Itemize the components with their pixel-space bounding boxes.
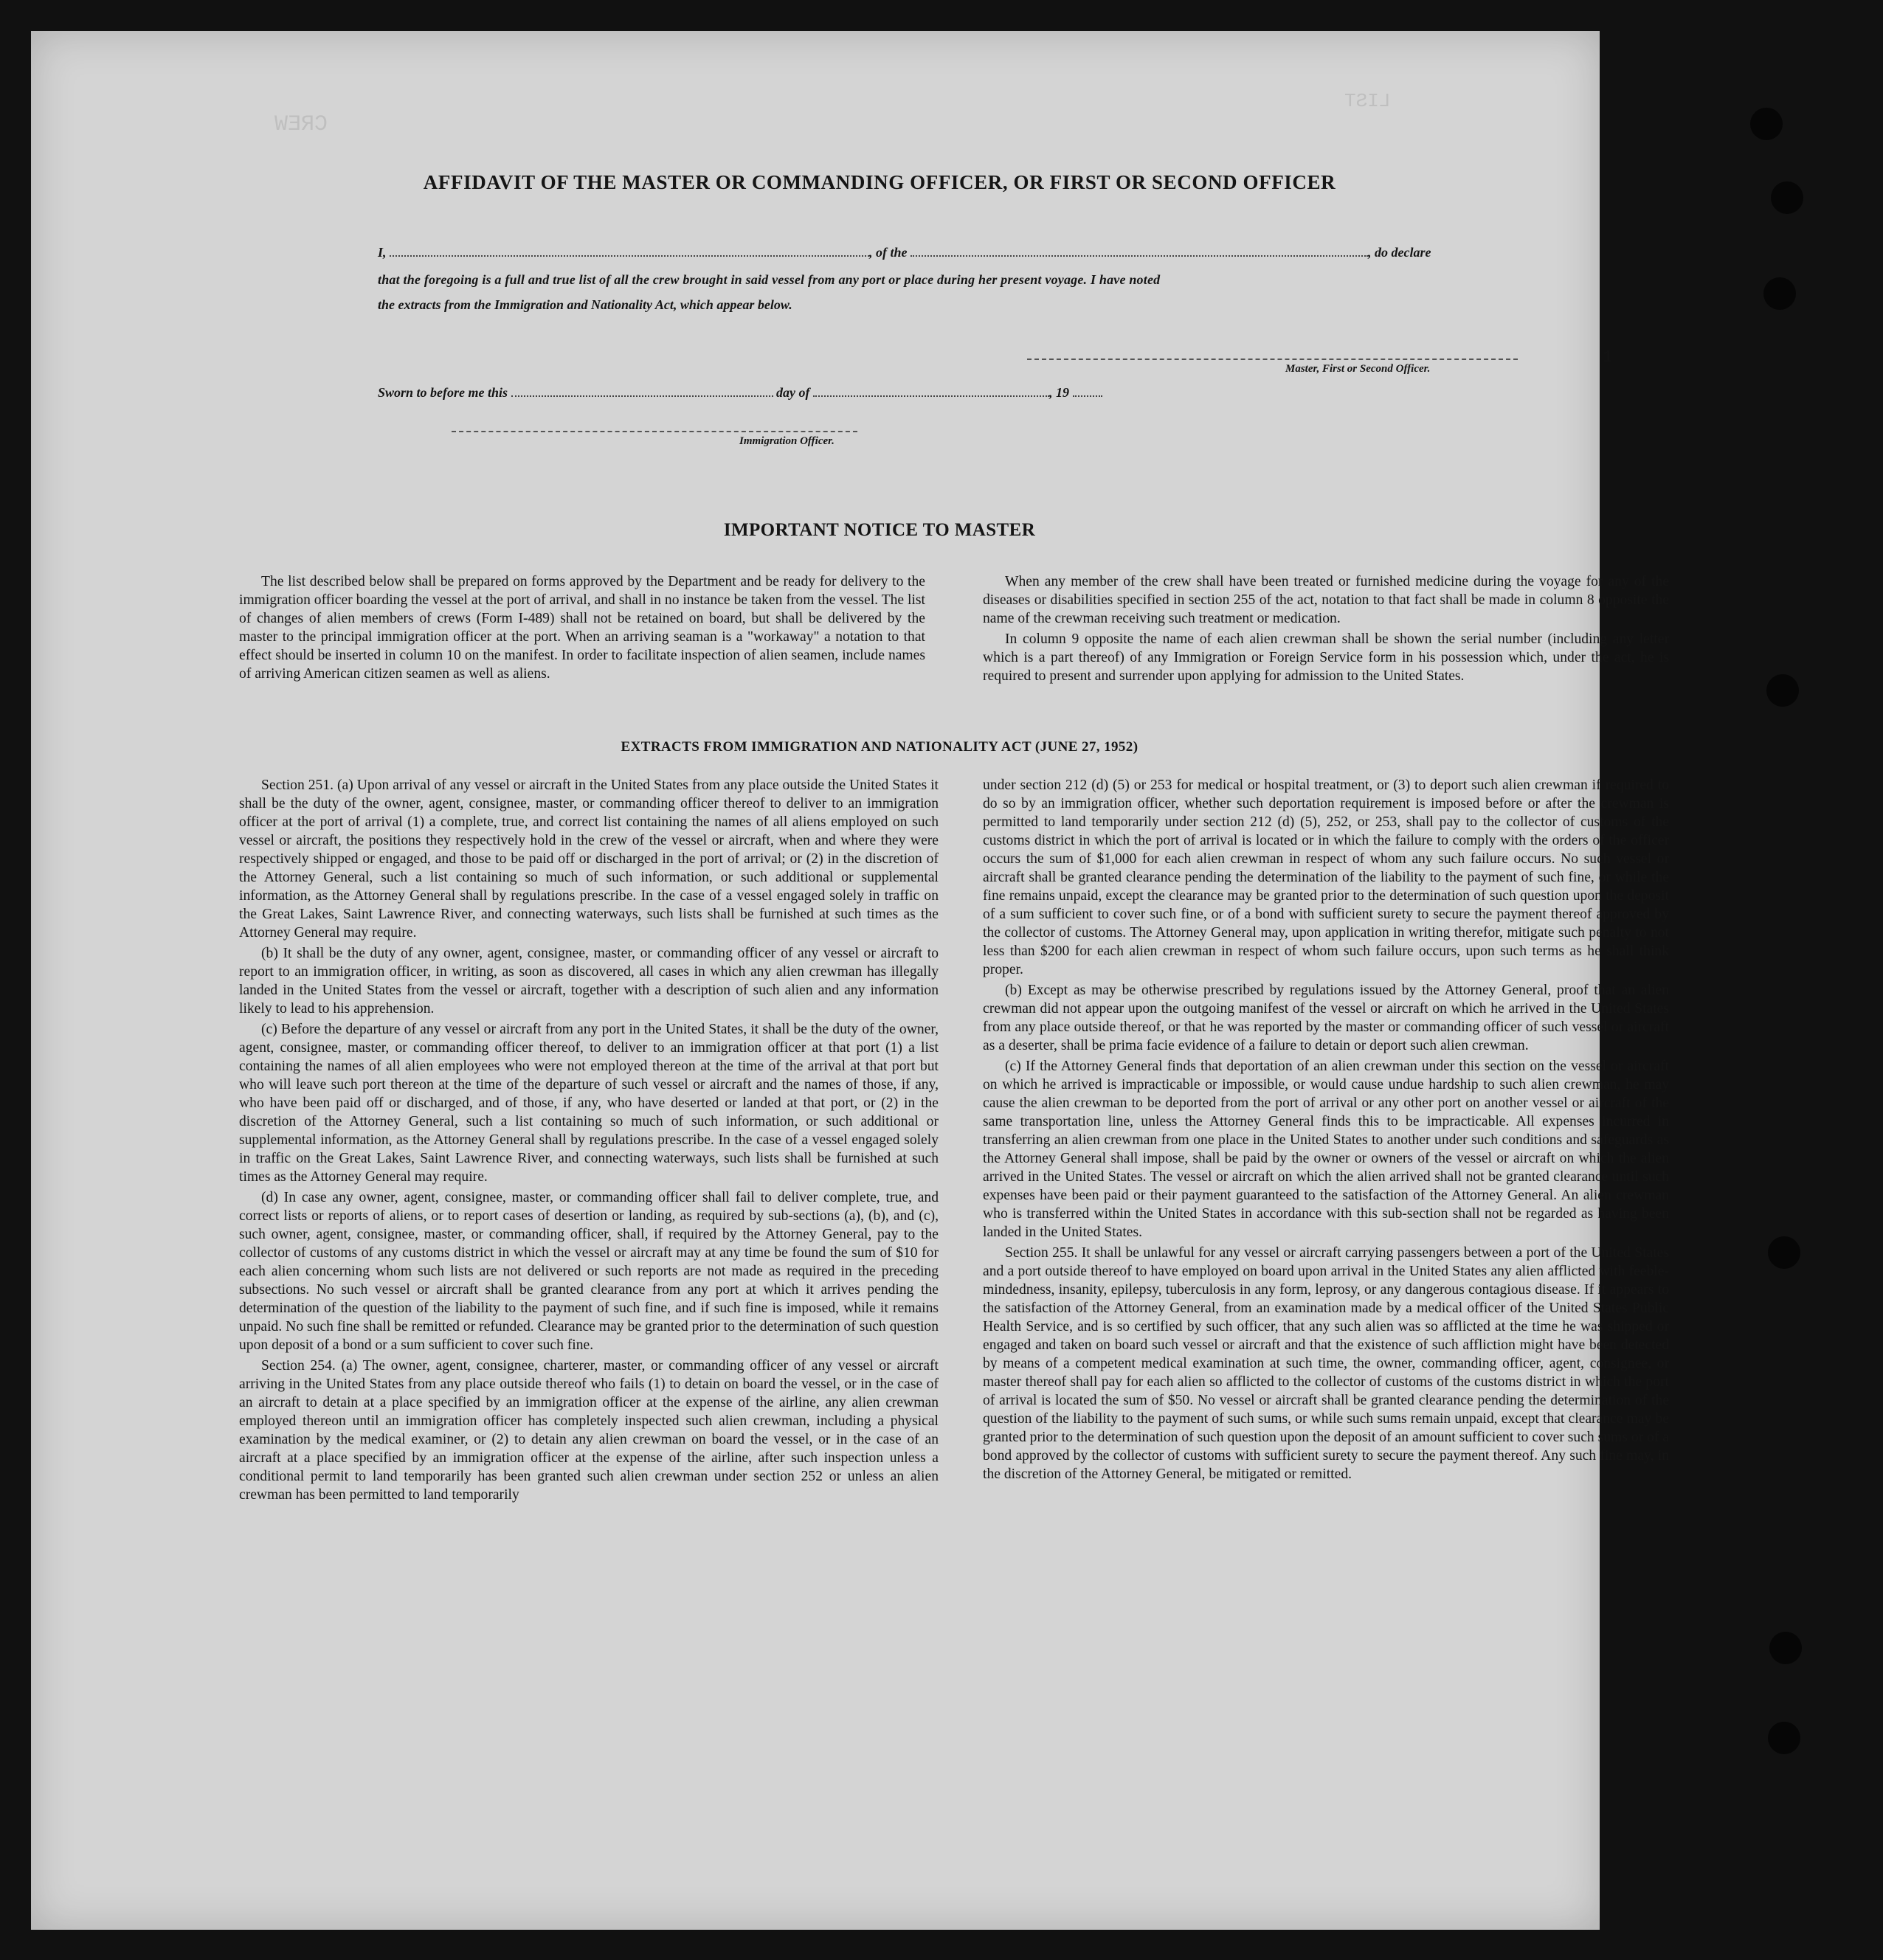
affidavit-line-3: the extracts from the Immigration and Nationality Act, which appear below. xyxy=(378,297,792,312)
notice-heading: IMPORTANT NOTICE TO MASTER xyxy=(723,520,1036,540)
section-251-a: Section 251. (a) Upon arrival of any vessel or aircraft in the United States from any place outside the United States it shall be the duty of the owner, agent, consignee, master, or commanding officer thereof to deliver to an immigration officer at the port of arrival (1) a complete, true, and correct list containing the names of all aliens employed on such vessel or aircraft, the positions they respectively hold in the crew of the vessel or aircraft, when and where they were respectively shipped or engaged, and those to be paid off or discharged in the port of arrival; or (2) in the discretion of the Attorney General, such a list containing so much of such information, or such additional or supplemental information, as the Attorney General shall by regulations prescribe. In the case of a vessel engaged solely in traffic on the Great Lakes, Saint Lawrence River, and connecting waterways, such lists shall be furnished at such times as the Attorney General may require. xyxy=(239,778,939,941)
notice-paragraph: When any member of the crew shall have been treated or furnished medicine during the voyage for any of the diseases or disabilities specified in section 255 of the act, notation to that fact shall be made in column 8 opposite the name of the crewman receiving such treatment or medication. xyxy=(983,574,1669,626)
punch-hole xyxy=(1768,1722,1800,1754)
section-254-a: Section 254. (a) The owner, agent, consignee, charterer, master, or commanding officer of any vessel or aircraft arriving in the United States from any place outside thereof who fails (1) to detain on board the vessel, or in the case of an aircraft to detain at a place specified by an immigration officer at the expense of the airline, any alien crewman employed thereon until an immigration officer has completely inspected such alien crewman, including a physical examination by the medical examiner, or (2) to detain any alien crewman on board the vessel, or in the case of an aircraft at a place specified by an immigration officer at the expense of the airline, after such inspection unless a conditional permit to land temporarily has been granted such alien crewman under section 252 or unless an alien crewman has been permitted to land temporarily xyxy=(239,1358,939,1503)
punch-hole xyxy=(1763,277,1796,310)
section-254-c: (c) If the Attorney General finds that deportation of an alien crewman under this section on the vessel or aircraft on which he arrived is impracticable or impossible, or would cause undue hardship to such alien crewman, he may cause the alien crewman to be deported from the port of arrival or any other port on another vessel or aircraft of the same transportation line, unless the Attorney General finds this to be impracticable. All expenses incurred in transferring an alien crewman from one place in the United States to another under such conditions and safeguards as the Attorney General shall impose, shall be paid by the owner or owners of the vessel or aircraft on which the alien arrived in the United States. The vessel or aircraft on which the alien arrived shall not be granted clearance until such expenses have been paid or their payment guaranteed to the satisfaction of the Attorney General. An alien crewman who is transferred within the United States in accordance with this sub-section shall not be regarded as having been landed in the United States. xyxy=(983,1059,1669,1240)
sworn-day-fill[interactable] xyxy=(511,381,773,397)
punch-hole xyxy=(1771,181,1803,214)
notice-right-column xyxy=(983,572,1669,688)
show-through-text: CREW LIST 1 xyxy=(274,90,1613,367)
extracts-heading: EXTRACTS FROM IMMIGRATION AND NATIONALITY ACT (JUNE 27, 1952) xyxy=(621,739,1139,755)
section-251-c: (c) Before the departure of any vessel or aircraft from any port in the United States, it shall be the duty of the owner, agent, consignee, master, or commanding officer thereof, to deliver to an immigration officer at that port (1) a list containing the names of all alien employees who were not employed thereon at the time of the arrival at that port but who will leave such port thereon at the time of the departure of such vessel or aircraft and the names of those, if any, who have been paid off or discharged, and of those, if any, who have deserted or landed at that port, or (2) in the discretion of the Attorney General, such a list containing so much of such information, or such additional or supplemental information, as the Attorney General shall by regulations prescribe. In the case of a vessel engaged solely in traffic on the Great Lakes, Saint Lawrence River, and connecting waterways, such lists shall be furnished at such times as the Attorney General may require. xyxy=(239,1022,939,1185)
affidavit-line-2: that the foregoing is a full and true list of all the crew brought in said vessel from any port or place during her present voyage. I have noted xyxy=(378,272,1161,287)
extracts-left-column xyxy=(239,776,939,1506)
section-255: Section 255. It shall be unlawful for any vessel or aircraft carrying passengers between a port of the United States and a port outside thereof to have employed on board upon arrival in the United States any alien afflicted with feeble-mindedness, insanity, epilepsy, tuberculosis in any form, leprosy, or any dangerous contagious disease. If it appears to the satisfaction of the Attorney General, from an examination made by a medical officer of the United States Public Health Service, and is so certified by such officer, that any such alien was so afflicted at the time he was shipped or engaged and taken on board such vessel or aircraft and that the existence of such affliction might have been detected by means of a competent medical examination at such time, the owner, commanding officer, agent, consignee, or master thereof shall pay for each alien so afflicted to the collector of customs of the customs district in which the port of arrival is located the sum of $50. No vessel or aircraft shall be granted clearance pending the determination of the question of the liability to the payment of such sums, or while such sums remain unpaid, except that clearance may be granted prior to the determination of such question upon the deposit of an amount sufficient to cover such sums or of a bond approved by the collector of customs with sufficient surety to secure the payment thereof. Any such fine may, in the discretion of the Attorney General, be mitigated or remitted. xyxy=(983,1245,1669,1482)
document-page xyxy=(31,31,1669,1930)
section-254-a-continued: under section 212 (d) (5) or 253 for medical or hospital treatment, or (3) to deport such alien crewman if required to do so by an immigration officer, whether such deportation requirement is imposed before or after the crewman is permitted to land temporarily under section 212 (d) (5), 252, or 253, shall pay to the collector of customs of the customs district in which the port of arrival is located or in which the failure to comply with the orders of the officer occurs the sum of $1,000 for each alien crewman in respect of whom any such failure occurs. No such vessel or aircraft shall be granted clearance pending the determination of the liability to the payment of such fine, or while the fine remains unpaid, except the clearance may be granted prior to the determination of such question upon the deposit of a sum sufficient to cover such fine, or of a bond with sufficient surety to secure the payment thereof approved by the collector of customs. The Attorney General may, upon application in writing therefor, mitigate such penalty to not less than $200 for each alien crewman in respect of whom such failure occurs, upon such terms as he shall think proper. xyxy=(983,778,1669,977)
affidavit-title: AFFIDAVIT OF THE MASTER OR COMMANDING OFFICER, OR FIRST OR SECOND OFFICER xyxy=(423,171,1336,193)
section-251-b: (b) It shall be the duty of any owner, agent, consignee, master, or commanding officer of any vessel or aircraft to report to an immigration officer, in writing, as soon as discovered, all cases in which any alien crewman has illegally landed in the United States from the vessel or aircraft, together with a description of such alien and any information likely to lead to his apprehension. xyxy=(239,946,939,1017)
vessel-fill-line[interactable] xyxy=(911,240,1368,257)
master-signature-line[interactable] xyxy=(1027,359,1518,360)
punch-hole xyxy=(1766,674,1799,707)
notice-paragraph: In column 9 opposite the name of each alien crewman shall be shown the serial number (including any letter which is a part thereof) of any Immigration or Foreign Service form in his possession which, under the act, he is required to present and surrender upon applying for admission to the United States. xyxy=(983,631,1669,684)
affidavit-line-1: I, , of the , do declare xyxy=(378,240,1529,263)
extracts-right-column xyxy=(983,776,1669,1486)
punch-hole xyxy=(1750,108,1783,140)
punch-hole xyxy=(1768,1236,1800,1269)
sworn-line: Sworn to before me this day of , 19 xyxy=(378,381,1529,404)
section-254-b: (b) Except as may be otherwise prescribed by regulations issued by the Attorney General, proof that an alien crewman did not appear upon the outgoing manifest of the vessel or aircraft on which he arrived in the United States from any place outside thereof, or that he was reported by the master or commanding officer of such vessel or aircraft as a deserter, shall be prima facie evidence of a failure to detain or deport such alien crewman. xyxy=(983,983,1669,1053)
notice-left-column xyxy=(239,572,925,685)
sworn-year-fill[interactable] xyxy=(1073,381,1102,397)
officer-caption: Immigration Officer. xyxy=(739,435,835,447)
master-caption: Master, First or Second Officer. xyxy=(1285,363,1431,375)
notice-paragraph: The list described below shall be prepared on forms approved by the Department and be ready for delivery to the immigration officer boarding the vessel at the port of arrival, and shall in no instance be taken from the vessel. The list of changes of alien members of crews (Form I-489) shall not be retained on board, but shall be delivered by the master to the principal immigration officer at the port. When an arriving seaman is a "workaway" a notation to that effect should be inserted in column 10 on the manifest. In order to facilitate inspection of alien seamen, include names of arriving American citizen seamen as well as aliens. xyxy=(239,574,925,682)
name-fill-line[interactable] xyxy=(390,240,869,257)
sworn-month-fill[interactable] xyxy=(813,381,1049,397)
officer-signature-line[interactable] xyxy=(452,431,857,432)
section-251-d: (d) In case any owner, agent, consignee, master, or commanding officer shall fail to deliver complete, true, and correct lists or reports of aliens, or to report cases of desertion or landing, as required by sub-sections (a), (b), and (c), such owner, agent, consignee, master, or commanding officer, shall, if required by the Attorney General, pay to the collector of customs of any customs district in which the vessel or aircraft may at any time be found the sum of $10 for each alien concerning whom such lists are not delivered or such reports are not made as required in the preceding subsections. No such vessel or aircraft shall be granted clearance from any port at which it arrives pending the determination of the question of the liability to the payment of such fine, and if such fine is imposed, while it remains unpaid. No such fine shall be remitted or refunded. Clearance may be granted prior to the determination of such question upon deposit of a bond or a sum sufficient to cover such fine. xyxy=(239,1190,939,1353)
punch-hole xyxy=(1769,1632,1802,1664)
